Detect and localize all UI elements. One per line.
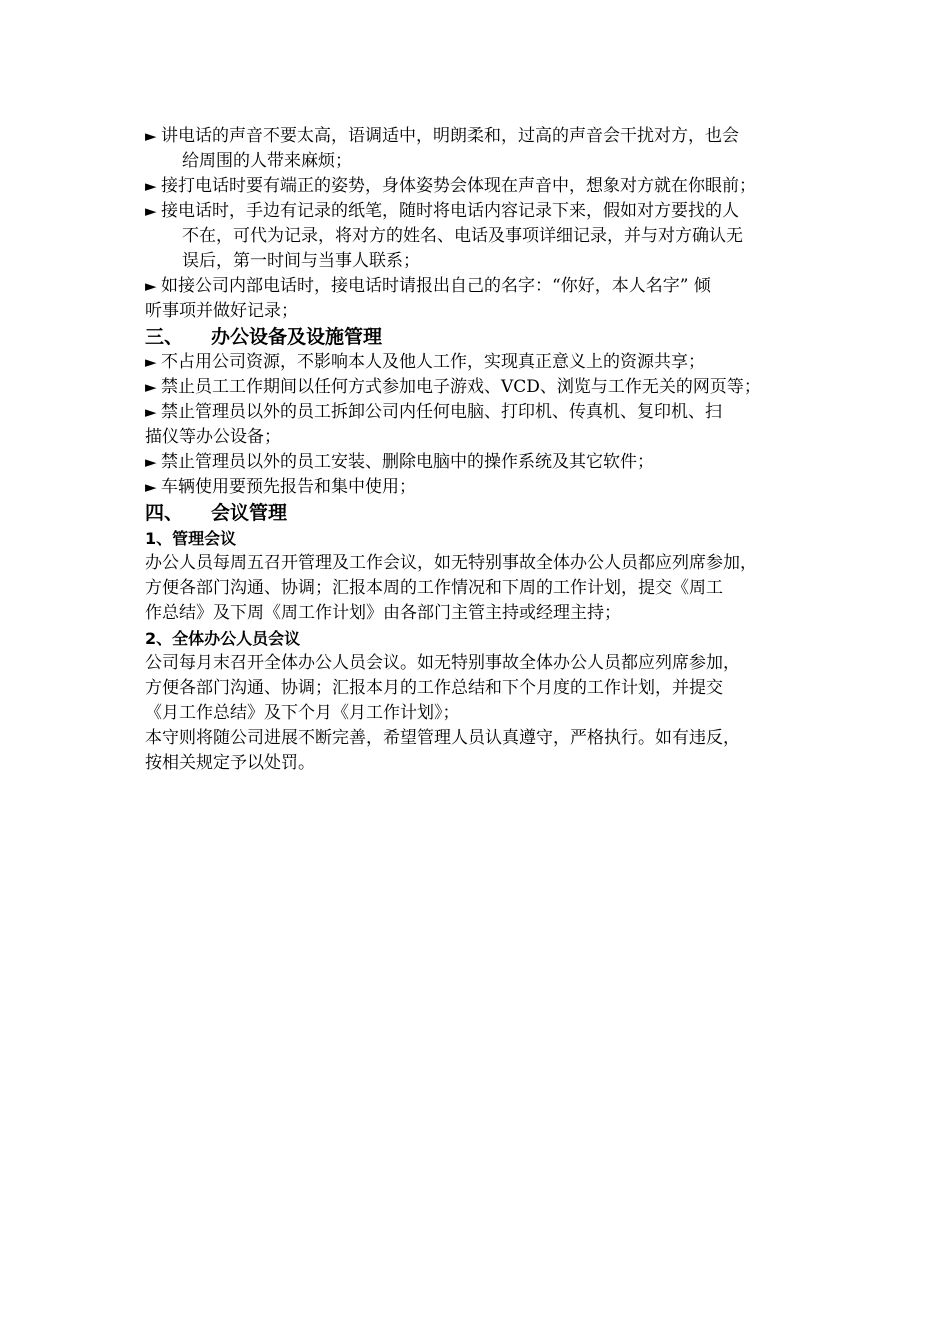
paragraph-line: 按相关规定予以处罚。	[145, 753, 315, 773]
list-item	[145, 450, 813, 475]
paragraph	[145, 651, 813, 726]
bullet-arrow-icon: ►	[145, 378, 157, 396]
list-item	[145, 124, 813, 174]
section-heading	[145, 324, 813, 350]
paragraph-line: 作总结》及下周《周工作计划》由各部门主管主持或经理主持；	[145, 603, 621, 623]
list-item-line: 禁止员工工作期间以任何方式参加电子游戏、VCD、浏览与工作无关的网页等；	[161, 377, 761, 397]
closing-paragraph	[145, 726, 813, 776]
list-item-line: 给周围的人带来麻烦；	[182, 151, 352, 171]
list-item	[145, 400, 813, 425]
bullet-arrow-icon: ►	[145, 177, 157, 195]
list-item-line: 禁止管理员以外的员工拆卸公司内任何电脑、打印机、传真机、复印机、扫	[161, 402, 722, 422]
subsection-heading: 1、管理会议	[145, 529, 237, 548]
paragraph-line: 方便各部门沟通、协调；汇报本周的工作情况和下周的工作计划，提交《周工	[145, 578, 723, 598]
section-heading	[145, 500, 813, 526]
list-item-line: 误后，第一时间与当事人联系；	[182, 251, 420, 271]
bullet-arrow-icon: ►	[145, 353, 157, 371]
bullet-arrow-icon: ►	[145, 478, 157, 496]
document-page	[145, 124, 813, 776]
paragraph-line: 方便各部门沟通、协调；汇报本月的工作总结和下个月度的工作计划，并提交	[145, 678, 723, 698]
list-item-line: 接电话时，手边有记录的纸笔，随时将电话内容记录下来，假如对方要找的人	[161, 201, 739, 221]
list-item	[145, 274, 813, 299]
list-item	[145, 475, 813, 500]
list-item-line: 不占用公司资源，不影响本人及他人工作，实现真正意义上的资源共享；	[161, 352, 705, 372]
bullet-arrow-icon: ►	[145, 202, 157, 220]
bullet-arrow-icon: ►	[145, 277, 157, 295]
paragraph-line: 办公人员每周五召开管理及工作会议，如无特别事故全体办公人员都应列席参加，	[145, 553, 757, 573]
section-title: 办公设备及设施管理	[211, 326, 383, 348]
list-item-line: 讲电话的声音不要太高，语调适中，明朗柔和，过高的声音会干扰对方，也会	[161, 126, 739, 146]
phone-etiquette-list	[145, 124, 813, 324]
list-item-line: 不在，可代为记录，将对方的姓名、电话及事项详细记录，并与对方确认无	[182, 226, 743, 246]
list-item	[145, 174, 813, 199]
section-number: 三、	[145, 326, 184, 348]
paragraph	[145, 551, 813, 626]
paragraph-line: 本守则将随公司进展不断完善，希望管理人员认真遵守，严格执行。如有违反，	[145, 728, 740, 748]
list-item-line: 描仪等办公设备；	[145, 427, 281, 447]
equipment-rules-list	[145, 350, 813, 500]
subsection-heading: 2、全体办公人员会议	[145, 629, 301, 648]
section-title: 会议管理	[211, 502, 288, 524]
list-item-line: 接打电话时要有端正的姿势，身体姿势会体现在声音中，想象对方就在你眼前；	[161, 176, 756, 196]
list-item	[145, 350, 813, 375]
paragraph-line: 公司每月末召开全体办公人员会议。如无特别事故全体办公人员都应列席参加，	[145, 653, 740, 673]
paragraph-line: 《月工作总结》及下个月《月工作计划》；	[145, 703, 460, 723]
bullet-arrow-icon: ►	[145, 403, 157, 421]
list-item-line: 如接公司内部电话时，接电话时请报出自己的名字：“你好，本人名字” 倾	[161, 276, 711, 296]
section-number: 四、	[145, 502, 184, 524]
bullet-arrow-icon: ►	[145, 453, 157, 471]
list-item	[145, 199, 813, 274]
list-item-line: 车辆使用要预先报告和集中使用；	[161, 477, 416, 497]
list-item-line: 听事项并做好记录；	[145, 301, 298, 321]
list-item	[145, 375, 813, 400]
bullet-arrow-icon: ►	[145, 127, 157, 145]
list-item-line: 禁止管理员以外的员工安装、删除电脑中的操作系统及其它软件；	[161, 452, 654, 472]
